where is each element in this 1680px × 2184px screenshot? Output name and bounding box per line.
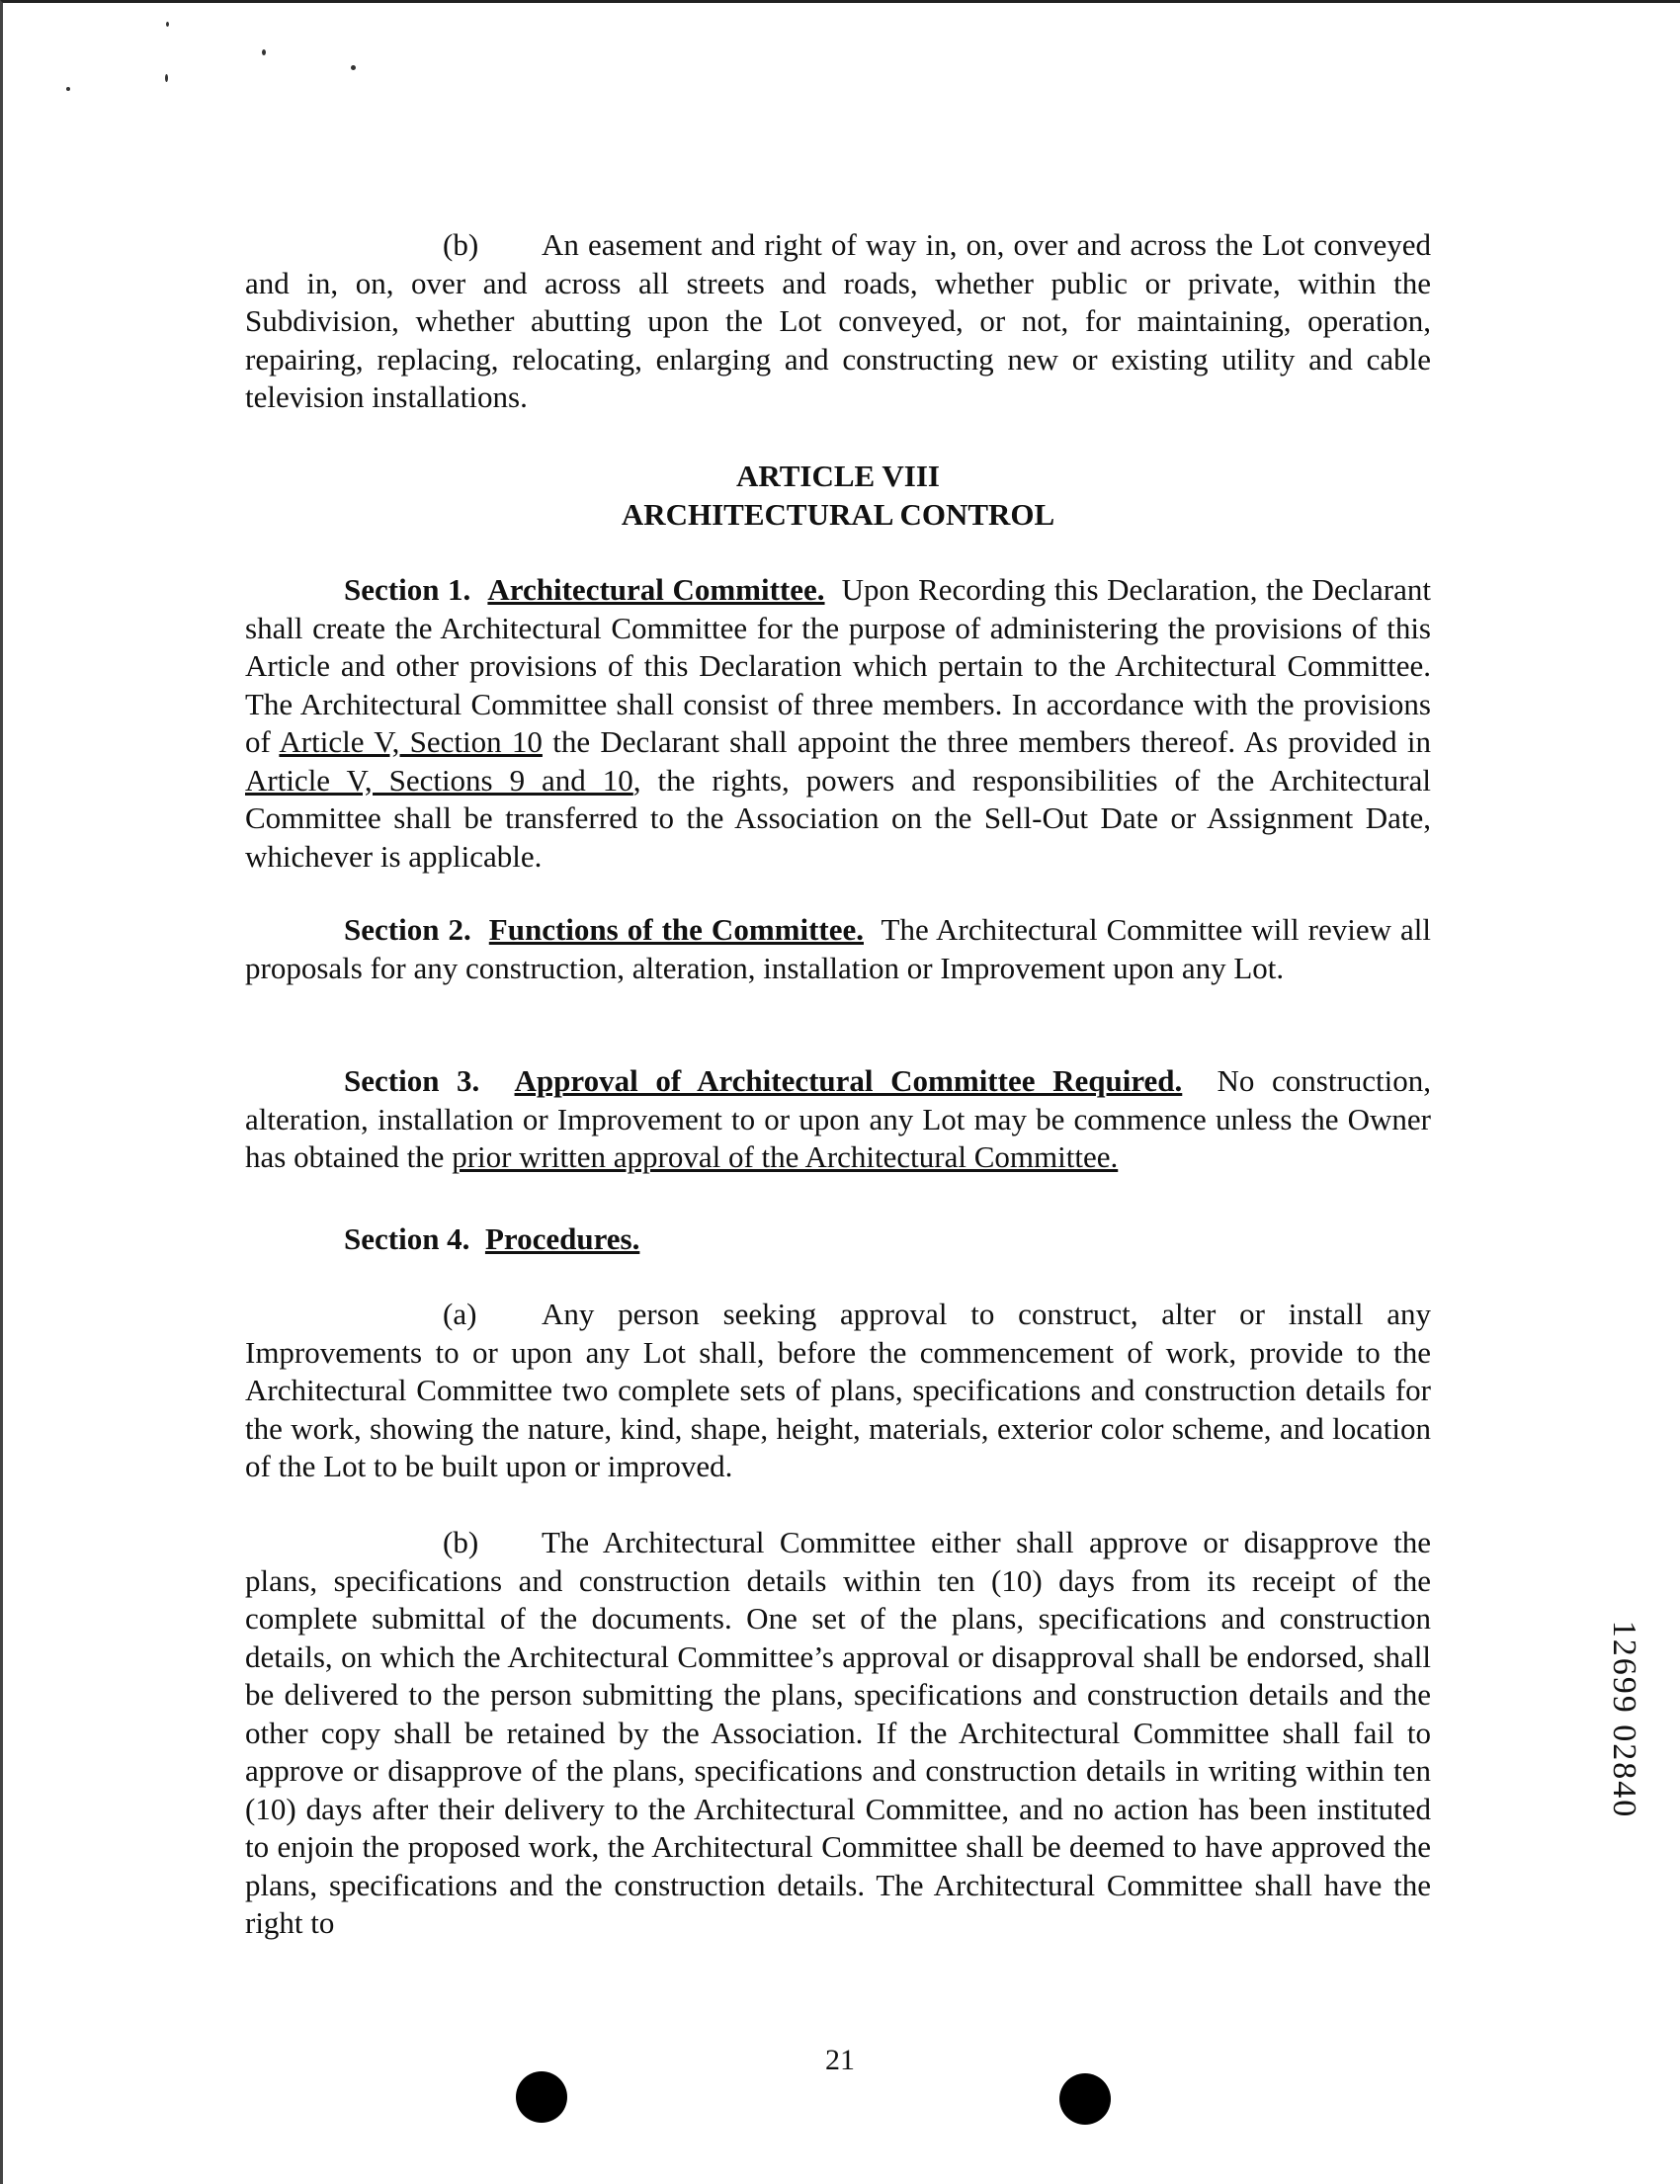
section-text: , the rights, powers and responsibilities of the Architectural Committee shall be transferred to the Association on the Sell-Out Date or Assignment Date, whichever is applicable. [245,762,1431,874]
document-stamp [1599,1586,1648,1853]
section-1 [245,571,1431,876]
scan-speck [262,49,266,55]
page-number: 21 [825,2044,855,2076]
section-text: Upon Recording this Declaration, the Declarant shall create the Architectural Committee for the purpose of administering the provisions of this Article and other provisions of this Declaration which pertain to the Architectural Committee. The Architectural Committee shall consist of three members. In accordance with the provisions of [245,572,1431,759]
section-label: Section 3. [344,1063,480,1098]
section-4-para-a [245,1296,1431,1486]
punch-hole-left [516,2071,567,2123]
cross-reference: prior written approval of the Architectural Committee. [452,1139,1119,1174]
section-label: Section 4. [344,1221,470,1256]
section-text: The Architectural Committee will review all proposals for any construction, alteration, installation or Improvement upon any Lot. [245,912,1431,985]
section-4-heading [245,1220,1431,1259]
section-label: Section 2. [344,912,471,947]
paragraph-label: (b) [443,227,479,262]
paragraph-label: (a) [443,1297,477,1331]
scan-speck [66,87,70,91]
section-4-para-b [245,1524,1431,1943]
document-stamp-text: 12699 02840 [1606,1620,1642,1819]
section-title: Procedures. [484,1221,640,1256]
scan-speck [351,65,356,70]
paragraph-text: The Architectural Committee either shall approve or disapprove the plans, specifications and construction details within ten (10) days from its receipt of the complete submittal of the documents. One set of the plans, specifications and construction details, on which the Architectural Committee’s approval or disapproval shall be endorsed, shall be delivered to the person submitting the plans, specifications and construction details and the other copy shall be retained by the Association. If the Architectural Committee shall fail to approve or disapprove of the plans, specifications and construction details in writing within ten (10) days after their delivery to the Architectural Committee, and no action has been instituted to enjoin the proposed work, the Architectural Committee shall be deemed to have approved the plans, specifications and the construction details. The Architectural Committee shall have the right to [245,1525,1431,1940]
section-label: Section 1. [344,572,471,607]
section-title: Architectural Committee. [487,572,825,607]
paragraph-text: An easement and right of way in, on, over and across the Lot conveyed and in, on, over and across all streets and roads, whether public or private, within the Subdivision, whether abutting upon the Lot conveyed, or not, for maintaining, operation, repairing, replacing, relocating, enlarging and constructing new or existing utility and cable television installations. [245,227,1431,414]
easement-paragraph [245,226,1431,417]
section-text: the Declarant shall appoint the three members thereof. As provided in [552,724,1431,759]
section-title: Functions of the Committee. [488,912,864,947]
punch-hole-right [1059,2073,1111,2125]
section-3 [245,1062,1431,1177]
paragraph-text: Any person seeking approval to construct, alter or install any Improvements to or upon any Lot shall, before the commencement of work, provide to the Architectural Committee two complete sets of plans, specifications and construction details for the work, showing the nature, kind, shape, height, materials, exterior color scheme, and location of the Lot to be built upon or improved. [245,1297,1431,1483]
scan-speck [166,22,169,27]
article-title: ARCHITECTURAL CONTROL [621,497,1055,532]
paragraph-label: (b) [443,1525,479,1559]
section-2 [245,911,1431,987]
article-number: ARTICLE VIII [736,459,940,493]
scan-speck [165,74,168,82]
section-title: Approval of Architectural Committee Required. [514,1063,1183,1098]
cross-reference: Article V, Section 10 [279,724,543,759]
section-text: No construction, alteration, installation or Improvement to or upon any Lot may be commence unless the Owner has obtained the [245,1063,1432,1174]
cross-reference: Article V, Sections 9 and 10 [245,762,633,798]
